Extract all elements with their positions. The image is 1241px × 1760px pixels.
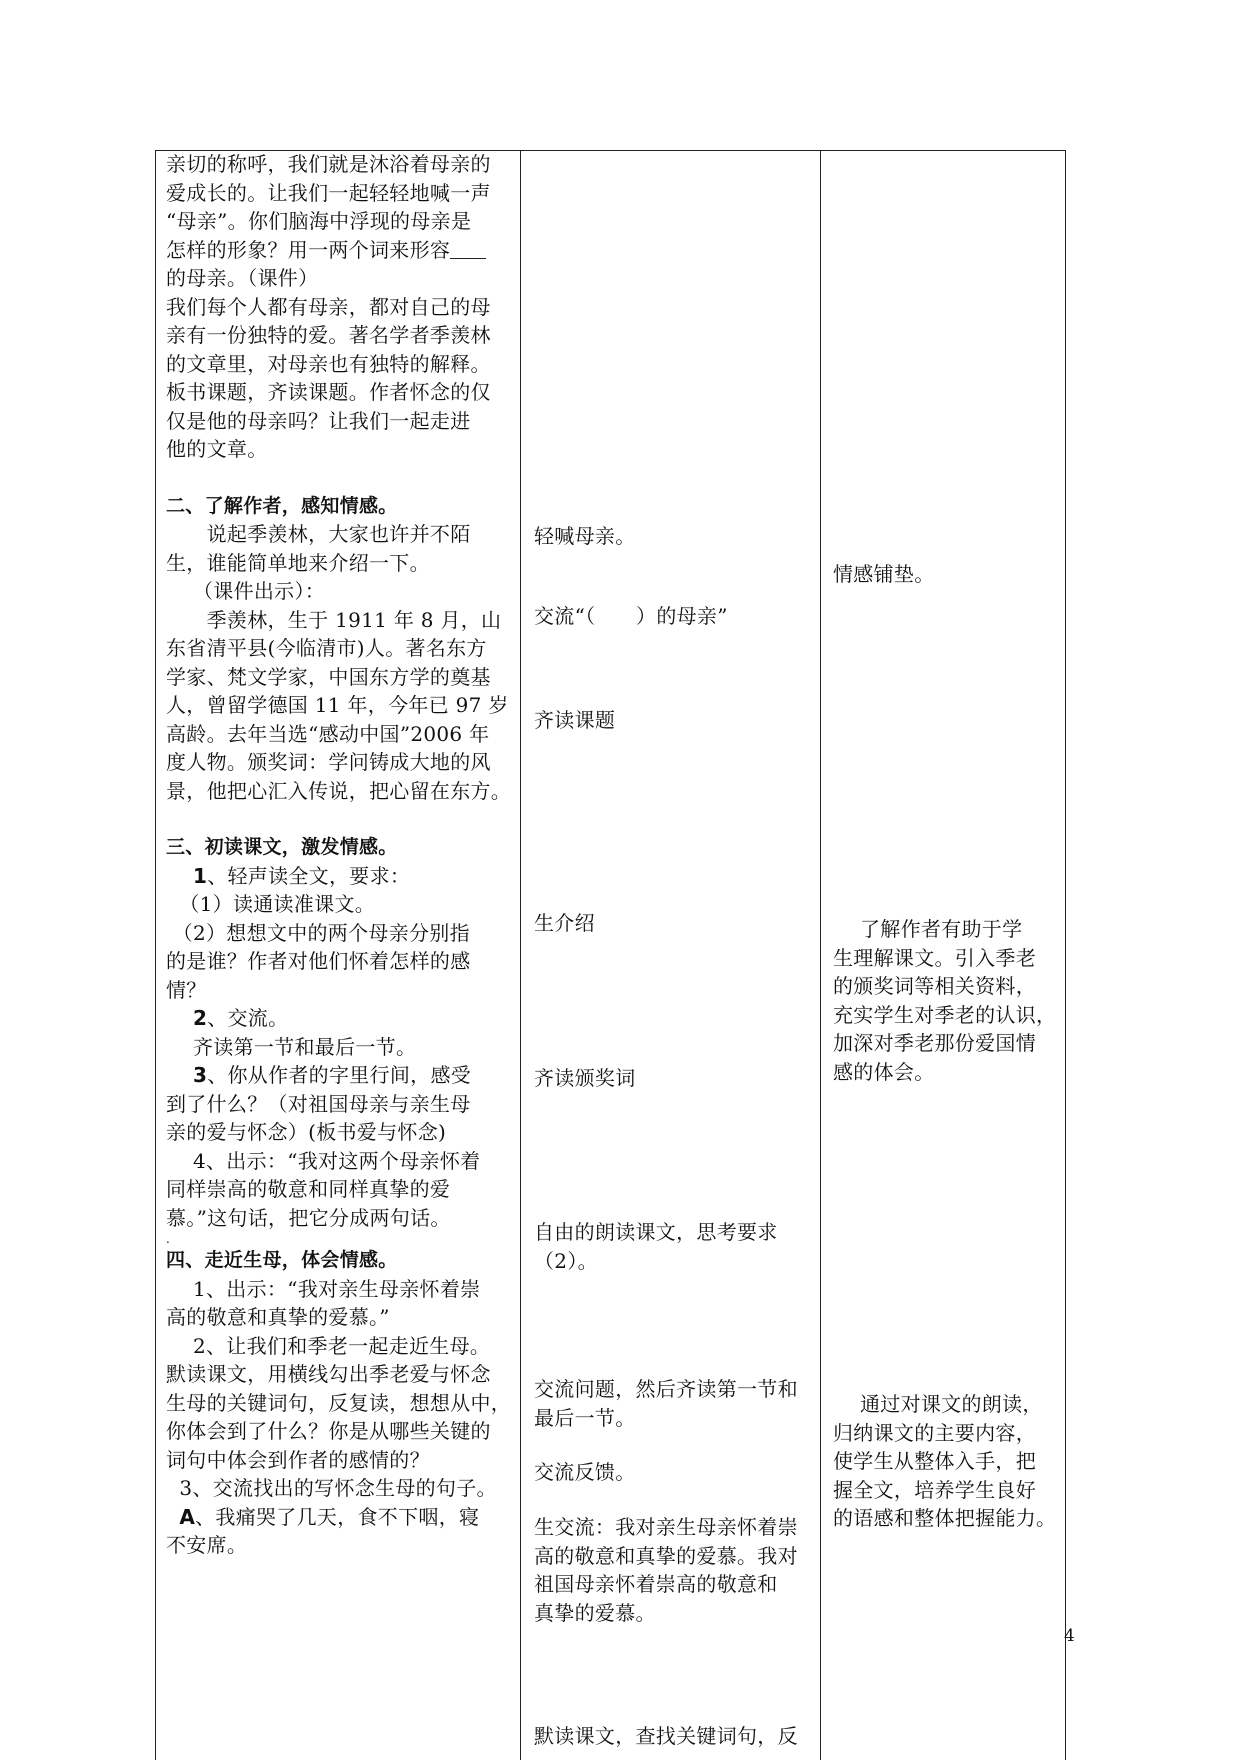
text-line: 齐读第一节和最后一节。 — [192, 1034, 417, 1059]
text-line: 高的敬意和真挚的爱慕。” — [166, 1305, 390, 1329]
text-line: 默读课文，用横线勾出季老爱与怀念 — [166, 1362, 491, 1386]
text-line: 生母的关键词句，反复读，想想从中， — [166, 1390, 512, 1415]
text-line: 亲切的称呼，我们就是沐浴着母亲的 — [166, 152, 491, 176]
text-line: 1、出示：“我对亲生母亲怀着崇 — [192, 1276, 481, 1301]
text-line: 景，他把心汇入传说，把心留在东方。 — [166, 778, 512, 803]
design-note: 了解作者有助于学 生理解课文。引入季老 的颁奖词等相关资料， 充实学生对季老的认识， 加深对季老那份爱国情 感的体会。 — [833, 917, 1057, 1084]
column-divider — [820, 150, 821, 1760]
text-line: A、我痛哭了几天，食不下咽，寝 — [179, 1504, 480, 1529]
text-line: （课件出示）： — [192, 579, 326, 603]
section-heading: 二、了解作者，感知情感。 — [166, 494, 398, 517]
text-line: 的母亲。（课件） — [166, 266, 319, 290]
student-activity-item: 默读课文，查找关键词句，反 — [534, 1724, 798, 1748]
text-line: 说起季羡林，大家也许并不陌 — [206, 522, 471, 546]
text-line: 他的文章。 — [166, 437, 268, 461]
text-line: 板书课题，齐读课题。作者怀念的仅 — [166, 380, 491, 404]
student-activity-item: 齐读课题 — [534, 708, 616, 732]
text-line: 仅是他的母亲吗？让我们一起走进 — [166, 408, 471, 433]
student-activity-item: 交流反馈。 — [534, 1460, 636, 1484]
text-line: 我们每个人都有母亲，都对自己的母 — [166, 294, 491, 319]
student-activity-item: 交流问题，然后齐读第一节和 最后一节。 — [534, 1377, 798, 1430]
text-line: 你体会到了什么？你是从哪些关键的 — [166, 1419, 491, 1443]
student-activity-item: 生介绍 — [534, 911, 595, 935]
text-line: 季羡林，生于 1911 年 8 月，山 — [206, 607, 502, 632]
section-heading: 四、走近生母，体会情感。 — [166, 1249, 398, 1271]
fill-in-blank — [450, 240, 486, 259]
design-note: 情感铺垫。 — [833, 562, 935, 586]
text-line: 词句中体会到作者的感情的？ — [166, 1447, 430, 1472]
text-line: 2、让我们和季老一起走近生母。 — [192, 1333, 491, 1358]
text-line: “母亲”。你们脑海中浮现的母亲是 — [166, 209, 472, 233]
text-line: 东省清平县(今临清市)人。著名东方 — [166, 636, 487, 660]
design-note: 通过对课文的朗读， 归纳课文的主要内容， 使学生从整体入手，把 握全文，培养学生良好 的语感和整体把握能力。 — [833, 1392, 1057, 1530]
text-line: 到了什么？（对祖国母亲与亲生母 — [166, 1091, 471, 1116]
text-line: 高龄。去年当选“感动中国”2006 年 — [166, 721, 490, 746]
text-line: 3、你从作者的字里行间，感受 — [192, 1063, 472, 1087]
column-divider — [520, 150, 521, 1760]
text-line: 学家、梵文学家，中国东方学的奠基 — [166, 664, 491, 689]
student-activity-item: 生交流：我对亲生母亲怀着崇 高的敬意和真挚的爱慕。我对 祖国母亲怀着崇高的敬意和 真挚的爱慕。 — [534, 1515, 798, 1625]
text-line: 生，谁能简单地来介绍一下。 — [166, 550, 430, 575]
text-line: 亲有一份独特的爱。著名学者季羡林 — [166, 323, 491, 347]
text-line: 的是谁？作者对他们怀着怎样的感 — [166, 949, 471, 973]
text-line: 同样崇高的敬意和同样真挚的爱 — [166, 1177, 451, 1201]
text-line: 爱成长的。让我们一起轻轻地喊一声 — [166, 180, 491, 205]
text-line: 2、交流。 — [192, 1006, 289, 1030]
text-line: . — [166, 1232, 171, 1246]
text-line: 3、交流找出的写怀念生母的句子。 — [179, 1476, 497, 1500]
student-activity-item: 交流“（ ）的母亲” — [534, 604, 728, 628]
text-line: 度人物。颁奖词：学问铸成大地的风 — [166, 750, 491, 774]
student-activity-item: 轻喊母亲。 — [534, 524, 636, 548]
page-number: 4 — [1064, 1626, 1075, 1646]
text-line: 亲的爱与怀念）(板书爱与怀念) — [166, 1120, 447, 1144]
text-line: 的文章里，对母亲也有独特的解释。 — [166, 351, 491, 376]
section-heading: 三、初读课文，激发情感。 — [166, 836, 398, 858]
student-activity-item: 自由的朗读课文，思考要求 （2）。 — [534, 1220, 778, 1273]
student-activity-item: 齐读颁奖词 — [534, 1066, 636, 1090]
text-line: 人，曾留学德国 11 年，今年已 97 岁 — [166, 693, 509, 717]
text-line: （1）读通读准课文。 — [179, 892, 376, 916]
text-line: 慕。”这句话，把它分成两句话。 — [166, 1205, 451, 1230]
text-line: （2）想想文中的两个母亲分别指 — [172, 920, 470, 945]
text-line: 怎样的形象？用一两个词来形容 — [166, 236, 516, 265]
text-line: 不安席。 — [166, 1533, 248, 1557]
text-line: 4、出示：“我对这两个母亲怀着 — [192, 1148, 481, 1173]
teacher-activity-column — [166, 150, 516, 1560]
text-line: 1、轻声读全文，要求： — [192, 863, 411, 888]
text-line: 情？ — [166, 977, 207, 1002]
